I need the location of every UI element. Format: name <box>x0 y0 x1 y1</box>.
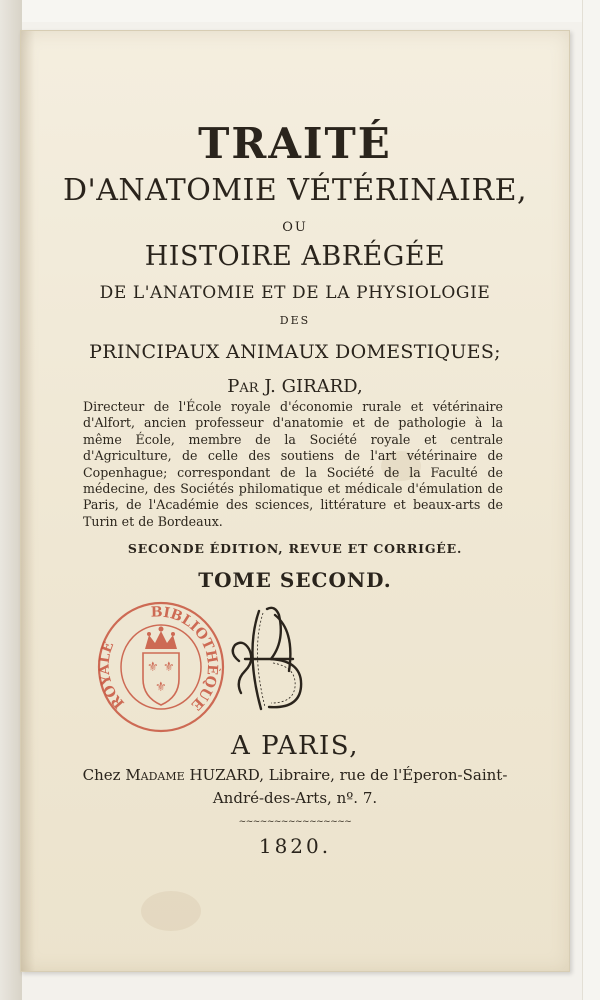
imprint-chez: Chez <box>82 766 121 784</box>
ornamental-rule: ~~~~~~~~~~~~~~~~ <box>238 817 352 827</box>
author-par: Par <box>227 376 259 397</box>
author-line <box>21 376 569 397</box>
title-page <box>20 30 570 972</box>
imprint-publisher: HUZARD, Libraire, rue de l'Éperon-Saint- <box>189 766 508 784</box>
stamp-text-right: BIBLIOTHÈQUE <box>150 604 221 713</box>
subtitle: HISTOIRE ABRÉGÉE <box>144 241 446 272</box>
imprint-publisher-line-1 <box>21 766 569 784</box>
imprint-madame: Madame <box>125 766 185 784</box>
svg-text:⚜: ⚜ <box>147 660 159 675</box>
title-conjunction: OU <box>282 220 308 235</box>
book-spine-edge <box>0 0 22 1000</box>
imprint-city: A PARIS, <box>231 731 359 761</box>
author-name: J. GIRARD, <box>264 376 363 397</box>
page-gutter-shadow <box>21 31 35 971</box>
paper-stain <box>141 891 201 931</box>
stamp-text-left: ROYALE <box>96 639 128 712</box>
edition-statement: SECONDE ÉDITION, REVUE ET CORRIGÉE. <box>127 541 463 556</box>
svg-text:⚜: ⚜ <box>163 660 175 675</box>
monogram-icon <box>215 601 315 719</box>
title-sub: D'ANATOMIE VÉTÉRINAIRE, <box>62 173 528 208</box>
fleur-de-lis-crown-icon <box>95 599 227 735</box>
subtitle-line-2: DE L'ANATOMIE ET DE LA PHYSIOLOGIE <box>99 283 491 303</box>
library-stamp <box>95 599 227 735</box>
imprint-publisher-line-2: André-des-Arts, nº. 7. <box>212 789 378 807</box>
scan-background-right <box>582 0 600 1000</box>
svg-text:⚜: ⚜ <box>155 680 167 695</box>
author-credentials: Directeur de l'École royale d'économie rurale et vétérinaire d'Alfort, ancien professeur d'anatomie et de pathologie à la même École, membre de la Société royale et centrale d'Agriculture, de celle des soutiens de l'art vétérinaire de Copenhague; correspondant de la Société de la Faculté de médecine, des Sociétés philomatique et médicale d'émulation de Paris, de l'Académie des sciences, littérature et beaux-arts de Turin et de Bordeaux. <box>83 399 503 529</box>
subtitle-line-3: PRINCIPAUX ANIMAUX DOMESTIQUES; <box>89 341 501 363</box>
publication-year: 1820. <box>258 834 332 858</box>
volume-statement: TOME SECOND. <box>198 568 392 592</box>
title-main: TRAITÉ <box>198 119 392 168</box>
scan-background-top <box>0 0 600 22</box>
subtitle-des: DES <box>279 314 311 327</box>
